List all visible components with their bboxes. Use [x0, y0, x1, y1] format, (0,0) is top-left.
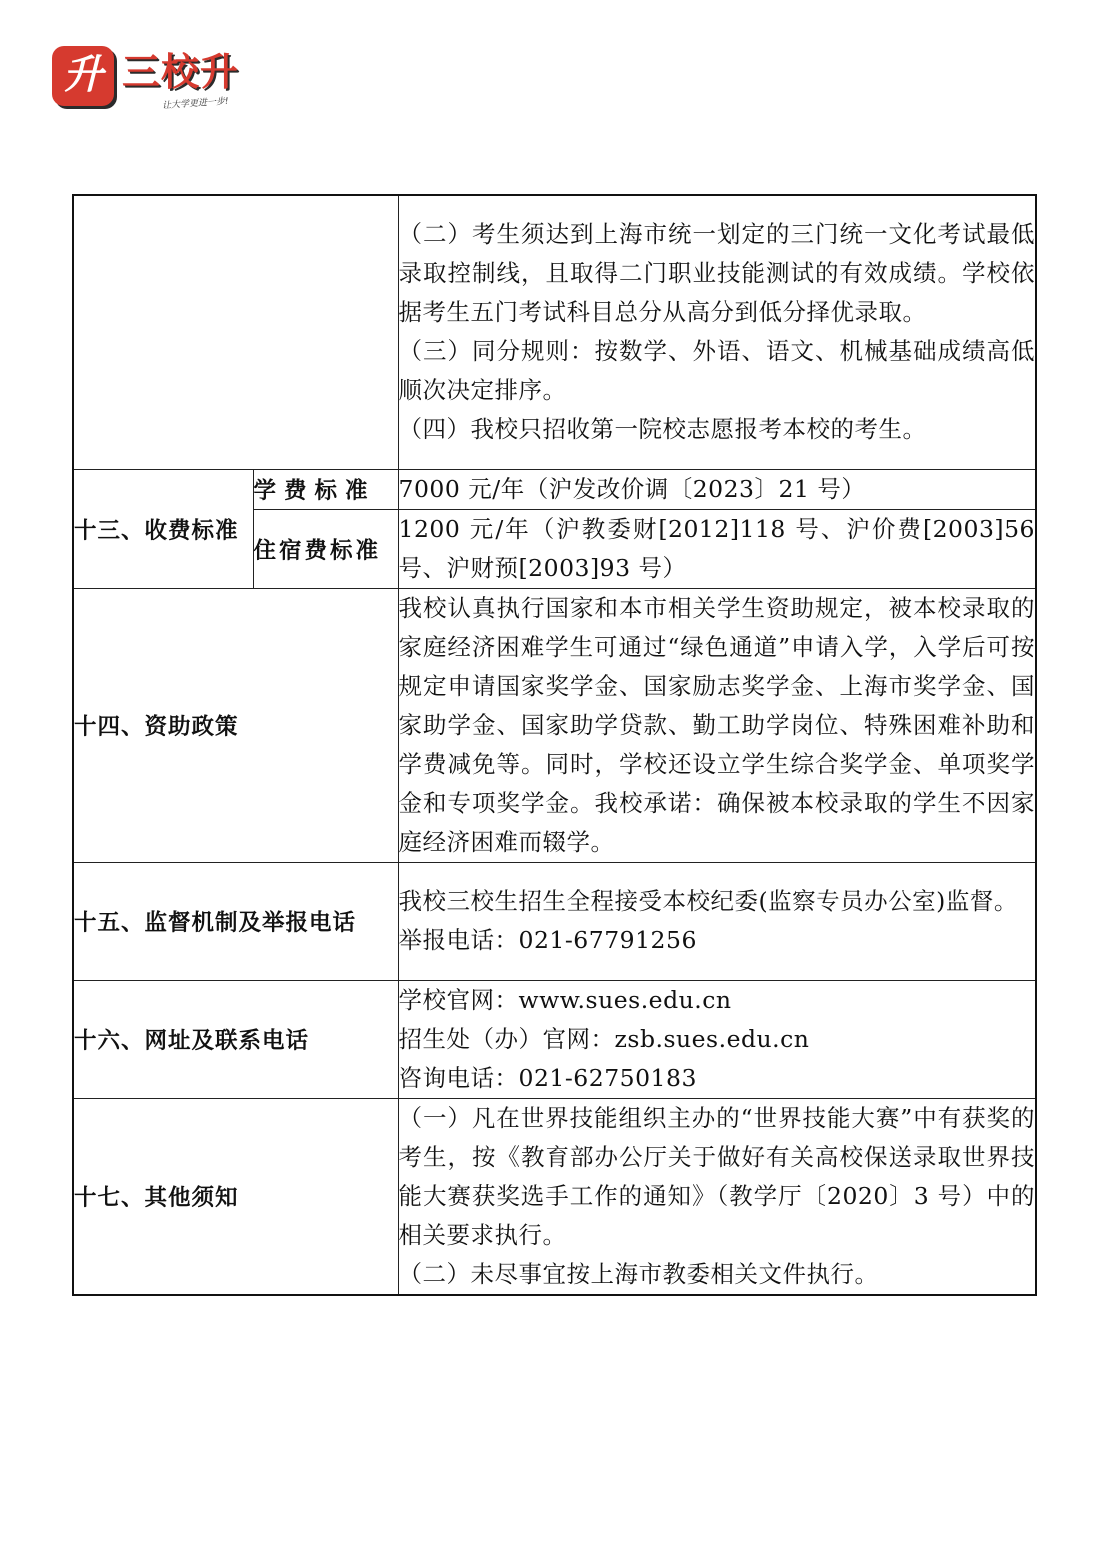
fees-title: 十三、收费标准: [73, 469, 253, 588]
admission-table: [72, 194, 1037, 1296]
supervision-text: 我校三校生招生全程接受本校纪委(监察专员办公室)监督。: [398, 887, 1018, 915]
other-title: 十七、其他须知: [73, 1098, 398, 1295]
logo: [52, 44, 252, 116]
admission-rules-cell: [398, 195, 1036, 469]
empty-cell: [73, 195, 398, 469]
table-row: [73, 195, 1036, 469]
table-row: [73, 862, 1036, 980]
rule-2: （二）考生须达到上海市统一划定的三门统一文化考试最低录取控制线，且取得二门职业技能测试的有效成绩。学校依据考生五门考试科目总分从高分到低分择优录取。: [398, 220, 1035, 327]
admission-site: 招生处（办）官网：zsb.sues.edu.cn: [398, 1024, 810, 1053]
table-row: [73, 980, 1036, 1098]
logo-slogan: 让大学更进一步!: [161, 96, 229, 112]
other-cell: [398, 1098, 1036, 1295]
supervision-cell: [398, 862, 1036, 980]
table-row: [73, 1098, 1036, 1295]
aid-text: 我校认真执行国家和本市相关学生资助规定，被本校录取的家庭经济困难学生可通过“绿色通道”申请入学，入学后可按规定申请国家奖学金、国家励志奖学金、上海市奖学金、国家助学金、国家助学贷款、勤工助学岗位、特殊困难补助和学费减免等。同时，学校还设立学生综合奖学金、单项奖学金和专项奖学金。我校承诺：确保被本校录取的学生不因家庭经济困难而辍学。: [398, 588, 1036, 862]
other-note-2: （二）未尽事宜按上海市教委相关文件执行。: [398, 1259, 879, 1288]
report-phone: 举报电话：021-67791256: [398, 926, 697, 954]
contact-cell: [398, 980, 1036, 1098]
school-site: 学校官网：www.sues.edu.cn: [398, 985, 732, 1014]
lodging-label: 住宿费标准: [253, 509, 398, 588]
consult-phone: 咨询电话：021-62750183: [398, 1063, 697, 1092]
table-row: [73, 588, 1036, 862]
tuition-label: 学费标准: [253, 469, 398, 509]
aid-title: 十四、资助政策: [73, 588, 398, 862]
table-row: [73, 469, 1036, 509]
logo-badge-char: 升: [63, 52, 103, 98]
contact-title: 十六、网址及联系电话: [73, 980, 398, 1098]
logo-name: 三校升: [122, 50, 240, 94]
logo-badge-icon: [52, 46, 114, 106]
supervision-title: 十五、监督机制及举报电话: [73, 862, 398, 980]
rule-3: （三）同分规则：按数学、外语、语文、机械基础成绩高低顺次决定排序。: [398, 337, 1035, 405]
other-note-1: （一）凡在世界技能组织主办的“世界技能大赛”中有获奖的考生，按《教育部办公厅关于做好有关高校保送录取世界技能大赛获奖选手工作的通知》（教学厅〔2020〕3 号）中的相关要求执行。: [398, 1103, 1035, 1249]
lodging-value: 1200 元/年（沪教委财[2012]118 号、沪价费[2003]56 号、沪财预[2003]93 号）: [398, 509, 1036, 588]
rule-4: （四）我校只招收第一院校志愿报考本校的考生。: [398, 415, 927, 444]
tuition-value: 7000 元/年（沪发改价调〔2023〕21 号）: [398, 469, 1036, 509]
